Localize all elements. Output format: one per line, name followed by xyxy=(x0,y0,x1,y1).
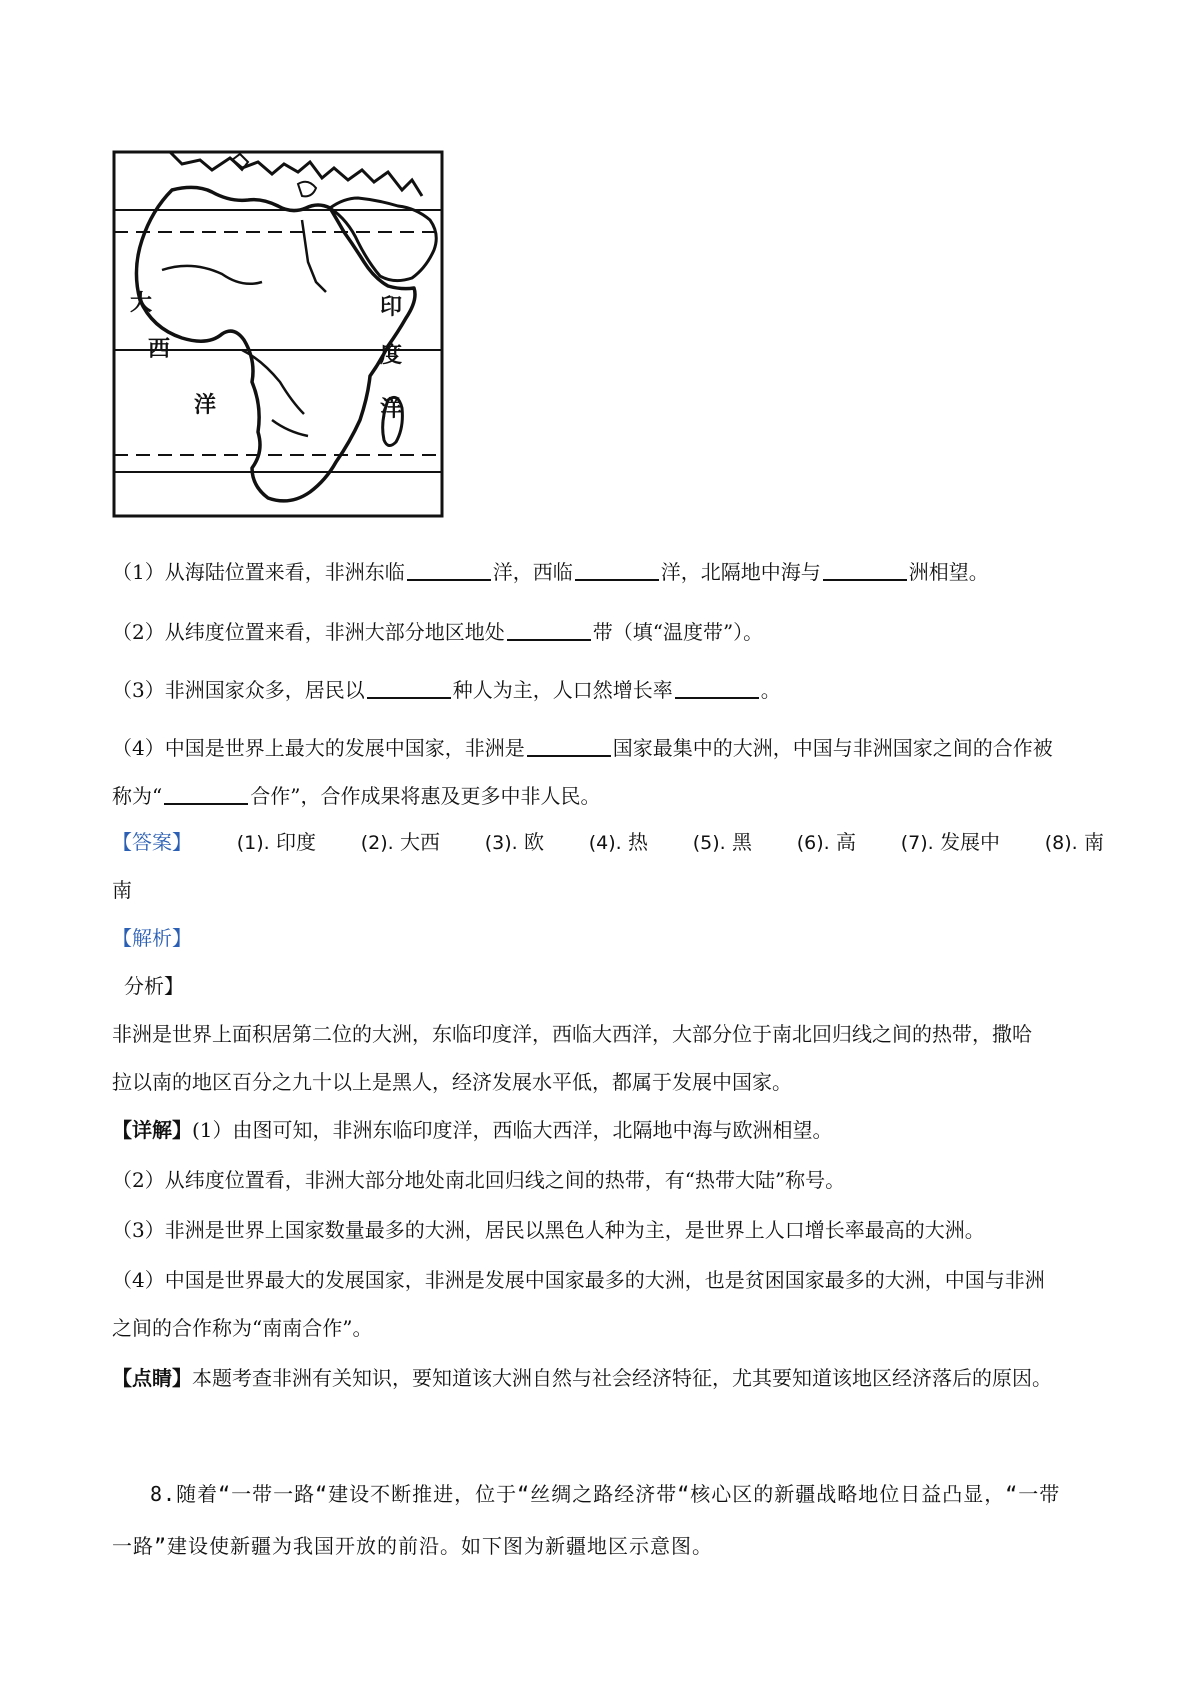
answer-item-num: (6). xyxy=(796,832,830,854)
answer-item-num: (7). xyxy=(900,832,934,854)
answer-row xyxy=(112,826,1104,855)
comment-tag: 【点睛】 xyxy=(112,1366,192,1390)
answer-item xyxy=(1045,826,1104,855)
answer-blank xyxy=(507,621,591,641)
answer-item-text: 高 xyxy=(836,830,856,854)
question-3 xyxy=(112,674,781,703)
detail-text-1: (1）由图可知，非洲东临印度洋，西临大西洋，北隔地中海与欧洲相望。 xyxy=(192,1118,833,1142)
comment-text: 本题考查非洲有关知识，要知道该大洲自然与社会经济特征，尤其要知道该地区经济落后的原因。 xyxy=(192,1366,1052,1390)
answer-item-num: (2). xyxy=(360,832,394,854)
answer-continuation: 南 xyxy=(112,878,132,902)
question-1 xyxy=(112,556,989,585)
answer-item-num: (4). xyxy=(588,832,622,854)
answer-item-num: (8). xyxy=(1044,832,1078,854)
question-4-text-d: 合作”，合作成果将惠及更多中非人民。 xyxy=(250,784,601,808)
analysis-paragraph-line-1: 非洲是世界上面积居第二位的大洲，东临印度洋，西临大西洋，大部分位于南北回归线之间的热带，撒哈 xyxy=(112,1022,1032,1046)
africa-map-figure xyxy=(112,150,444,518)
detail-line-4a: （4）中国是世界最大的发展国家，非洲是发展中国家最多的大洲，也是贫困国家最多的大洲，中国与非洲 xyxy=(112,1268,1045,1292)
answer-item-text: 印度 xyxy=(276,830,316,854)
indian-label-3: 洋 xyxy=(380,396,403,422)
answer-item-num: (1). xyxy=(236,832,270,854)
atlantic-label-3: 洋 xyxy=(194,392,217,418)
answer-blank xyxy=(164,785,248,805)
question-2 xyxy=(112,616,763,645)
answer-item xyxy=(901,826,1000,855)
atlantic-label-1: 大 xyxy=(130,290,153,316)
question-3-text-a: （3）非洲国家众多，居民以 xyxy=(112,678,365,702)
answer-item-text: 南 xyxy=(1084,830,1104,854)
answer-item-text: 发展中 xyxy=(940,830,1000,854)
detail-line-4b: 之间的合作称为“南南合作”。 xyxy=(112,1316,373,1340)
question-1-text-d: 洲相望。 xyxy=(908,560,989,584)
question-4-text-c: 称为“ xyxy=(112,784,163,808)
comment-line xyxy=(112,1362,1052,1391)
indian-label-1: 印 xyxy=(380,294,403,320)
question-8-line-1: 8.随着“一带一路“建设不断推进，位于“丝绸之路经济带“核心区的新疆战略地位日益凸显，“一带 xyxy=(150,1482,1061,1506)
answer-blank xyxy=(575,561,659,581)
question-2-text-b: 带（填“温度带”）。 xyxy=(592,620,764,644)
africa-map xyxy=(112,150,444,518)
atlantic-label-2: 西 xyxy=(148,336,171,362)
answer-item xyxy=(237,826,316,855)
answer-blank xyxy=(675,679,759,699)
question-1-text-a: （1）从海陆位置来看，非洲东临 xyxy=(112,560,405,584)
analysis-sub-heading: 分析】 xyxy=(124,974,184,998)
answer-item-text: 大西 xyxy=(400,830,440,854)
detail-tag: 【详解】 xyxy=(112,1118,192,1142)
answer-blank xyxy=(407,561,491,581)
question-1-text-b: 洋，西临 xyxy=(492,560,573,584)
question-4-text-a: （4）中国是世界上最大的发展中国家，非洲是 xyxy=(112,736,525,760)
indian-label-2: 度 xyxy=(380,342,403,368)
answer-item-num: (3). xyxy=(484,832,518,854)
answer-item xyxy=(797,826,856,855)
question-2-text-a: （2）从纬度位置来看，非洲大部分地区地处 xyxy=(112,620,505,644)
answer-blank xyxy=(823,561,907,581)
question-1-text-c: 洋，北隔地中海与 xyxy=(660,560,821,584)
answer-item-text: 热 xyxy=(628,830,648,854)
question-4-text-b: 国家最集中的大洲，中国与非洲国家之间的合作被 xyxy=(612,736,1053,760)
analysis-tag: 【解析】 xyxy=(112,926,192,950)
answer-blank xyxy=(367,679,451,699)
question-4-line-1 xyxy=(112,732,1053,761)
answer-item xyxy=(361,826,440,855)
question-8-line-2: 一路”建设使新疆为我国开放的前沿。如下图为新疆地区示意图。 xyxy=(112,1534,714,1558)
answer-item-num: (5). xyxy=(692,832,726,854)
answer-item-text: 黑 xyxy=(732,830,752,854)
question-3-text-c: 。 xyxy=(760,678,781,702)
answer-blank xyxy=(527,737,611,757)
detail-line-3: （3）非洲是世界上国家数量最多的大洲，居民以黑色人种为主，是世界上人口增长率最高的大洲。 xyxy=(112,1218,985,1242)
answer-item xyxy=(589,826,648,855)
detail-line-2: （2）从纬度位置看，非洲大部分地处南北回归线之间的热带，有“热带大陆”称号。 xyxy=(112,1168,846,1192)
question-3-text-b: 种人为主，人口然增长率 xyxy=(452,678,673,702)
answer-item-text: 欧 xyxy=(524,830,544,854)
analysis-paragraph-line-2: 拉以南的地区百分之九十以上是黑人，经济发展水平低，都属于发展中国家。 xyxy=(112,1070,792,1094)
answer-item xyxy=(693,826,752,855)
question-4-line-2 xyxy=(112,780,600,809)
detail-line-1 xyxy=(112,1114,833,1143)
answer-item xyxy=(485,826,544,855)
answer-tag: 【答案】 xyxy=(112,830,192,854)
